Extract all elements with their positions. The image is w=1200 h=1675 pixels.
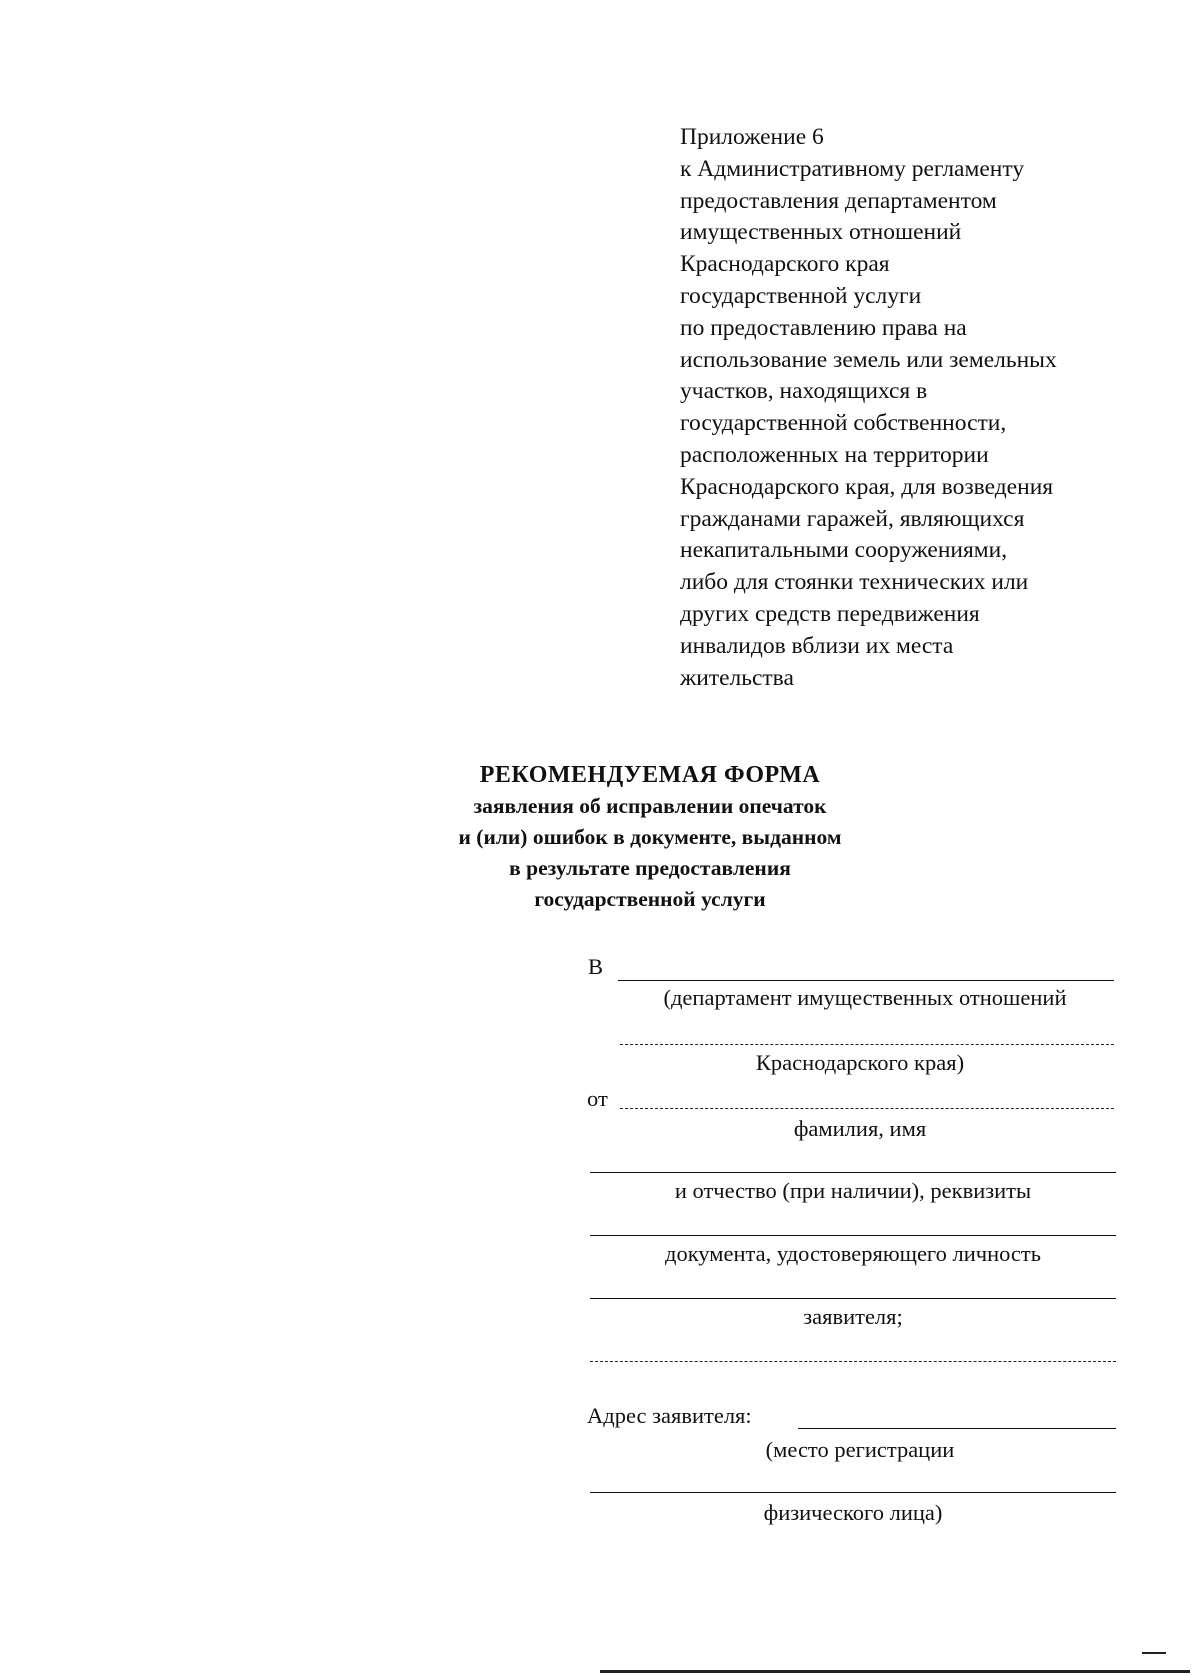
address-field-line-2[interactable] [590,1492,1116,1493]
from-label: от [587,1086,608,1111]
form-title [300,760,1000,915]
address-caption-2: физического лица) [763,1500,943,1525]
from-caption-3: документа, удостоверяющего личность [665,1241,1041,1266]
from-caption-1: фамилия, имя [793,1116,927,1141]
address-label: Адрес заявителя: [587,1403,752,1428]
bottom-rule [600,1670,1190,1673]
to-label: В [588,954,604,979]
from-caption-4: заявителя; [803,1304,903,1329]
page-corner-mark [1142,1652,1166,1654]
to-field-line-2[interactable] [620,1044,1114,1045]
to-caption-2: Краснодарского края) [755,1050,965,1075]
address-field-line[interactable] [798,1428,1116,1429]
form-subtitle: заявления об исправлении опечаток и (или) ошибок в документе, выданном в результате предоставления государственной услуги [458,794,842,911]
from-field-line[interactable] [620,1108,1114,1109]
address-caption-1: (место регистрации [765,1437,955,1462]
form-heading: РЕКОМЕНДУЕМАЯ ФОРМА [479,762,821,788]
from-field-line-2[interactable] [590,1172,1116,1173]
from-field-line-5[interactable] [590,1361,1116,1362]
to-caption-1: (департамент имущественных отношений [663,985,1067,1010]
to-field-line[interactable] [618,980,1114,981]
from-caption-2: и отчество (при наличии), реквизиты [674,1178,1032,1203]
from-field-line-4[interactable] [590,1298,1116,1299]
appendix-text: Приложение 6 к Административному регламенту предоставления департаментом имущественных отношений Краснодарского края государственной услуги по предоставлению права на использование земель или земельных участков, находящихся в государственной собственности, расположенных на территории Краснодарского края, для возведения гражданами гаражей, являющихся некапитальными сооружениями, либо для стоянки технических или других средств передвижения инвалидов вблизи их места жительства [680,124,1057,691]
from-field-line-3[interactable] [590,1235,1116,1236]
